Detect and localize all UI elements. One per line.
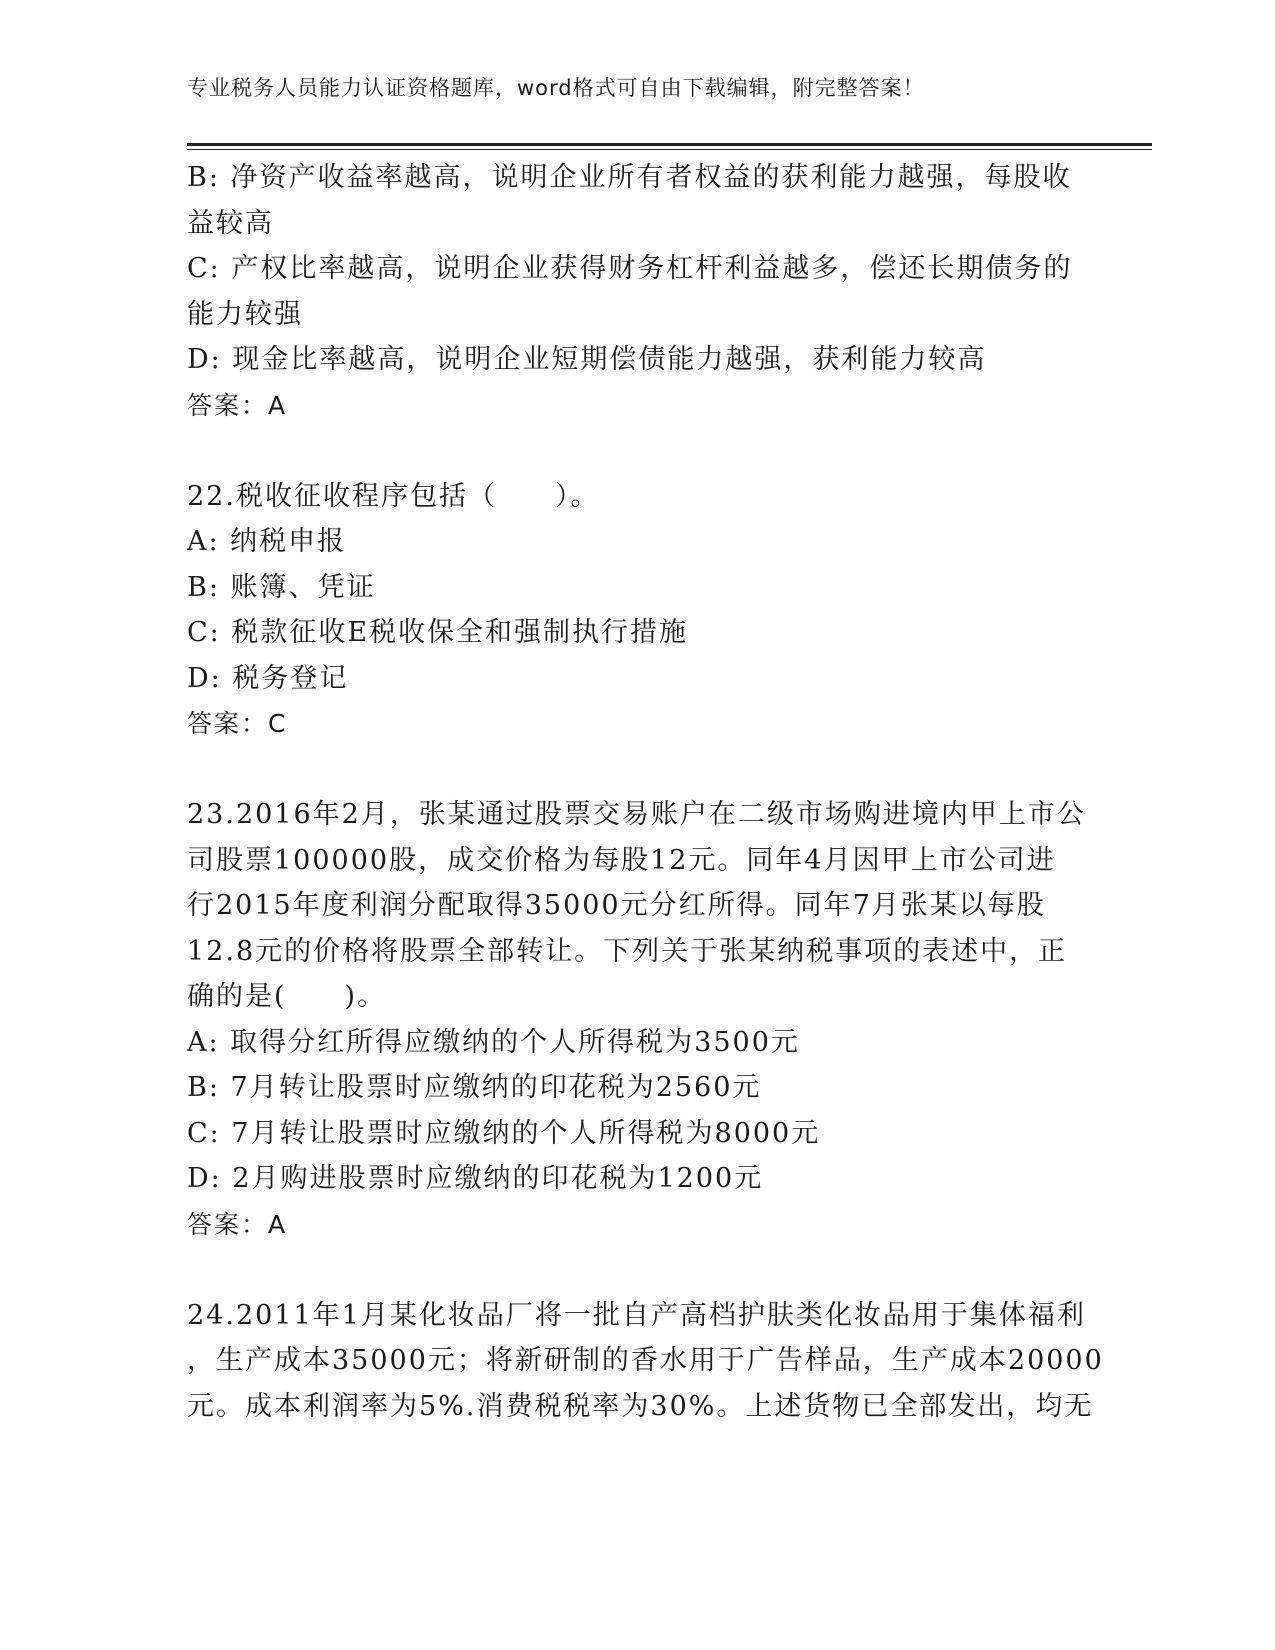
spacer bbox=[187, 428, 1087, 474]
q23-stem-line1: 23.2016年2月，张某通过股票交易账户在二级市场购进境内甲上市公 bbox=[187, 799, 1086, 830]
header-rule-thick bbox=[187, 143, 1152, 146]
question-23 bbox=[187, 792, 1087, 1247]
spacer bbox=[187, 1247, 1087, 1293]
q21-option-d: D: 现金比率越高，说明企业短期偿债能力越强，获利能力较高 bbox=[187, 344, 987, 375]
q23-stem-line5: 确的是( )。 bbox=[187, 981, 387, 1012]
q23-stem-line2: 司股票100000股，成交价格为每股12元。同年4月因甲上市公司进 bbox=[187, 844, 1056, 876]
q23-option-d: D: 2月购进股票时应缴纳的印花税为1200元 bbox=[187, 1163, 764, 1194]
q23-option-c: C: 7月转让股票时应缴纳的个人所得税为8000元 bbox=[187, 1117, 821, 1149]
q23-option-b: B: 7月转让股票时应缴纳的印花税为2560元 bbox=[187, 1072, 762, 1103]
header-rule-thin bbox=[187, 149, 1152, 150]
q22-option-b: B: 账簿、凭证 bbox=[187, 571, 376, 603]
q23-stem-line4: 12.8元的价格将股票全部转让。下列关于张某纳税事项的表述中，正 bbox=[187, 935, 1068, 967]
q22-answer: 答案：C bbox=[187, 709, 288, 738]
q21-option-b-line1: B: 净资产收益率越高，说明企业所有者权益的获利能力越强，每股收 bbox=[187, 162, 1072, 193]
q24-stem-line2: ，生产成本35000元；将新研制的香水用于广告样品，生产成本20000 bbox=[187, 1345, 1104, 1376]
q23-answer: 答案：A bbox=[187, 1209, 288, 1239]
q21-option-b-line2: 益较高 bbox=[187, 207, 274, 239]
q24-stem-line1: 24.2011年1月某化妆品厂将一批自产高档护肤类化妆品用于集体福利 bbox=[187, 1299, 1086, 1331]
q22-option-a: A: 纳税申报 bbox=[187, 526, 347, 557]
q21-option-c-line1: C: 产权比率越高，说明企业获得财务杠杆利益越多，偿还长期债务的 bbox=[187, 253, 1073, 284]
q23-stem-line3: 行2015年度利润分配取得35000元分红所得。同年7月张某以每股 bbox=[187, 890, 1046, 921]
q23-option-a: A: 取得分红所得应缴纳的个人所得税为3500元 bbox=[187, 1026, 800, 1058]
q22-stem: 22.税收征收程序包括（ ）。 bbox=[187, 480, 600, 512]
q22-option-d: D: 税务登记 bbox=[187, 662, 349, 694]
document-body bbox=[187, 155, 1104, 1429]
q24-stem-line3: 元。成本利润率为5%.消费税税率为30%。上述货物已全部发出，均无 bbox=[187, 1390, 1094, 1422]
question-22 bbox=[187, 474, 1087, 747]
page-header: 专业税务人员能力认证资格题库，word格式可自由下载编辑，附完整答案！ bbox=[187, 76, 925, 100]
q21-option-c-line2: 能力较强 bbox=[187, 298, 303, 330]
q21-answer: 答案：A bbox=[187, 390, 288, 420]
question-21-tail bbox=[187, 155, 1087, 428]
q22-option-c: C: 税款征收E税收保全和强制执行措施 bbox=[187, 617, 689, 648]
question-24 bbox=[187, 1293, 1104, 1430]
spacer bbox=[187, 747, 1087, 793]
